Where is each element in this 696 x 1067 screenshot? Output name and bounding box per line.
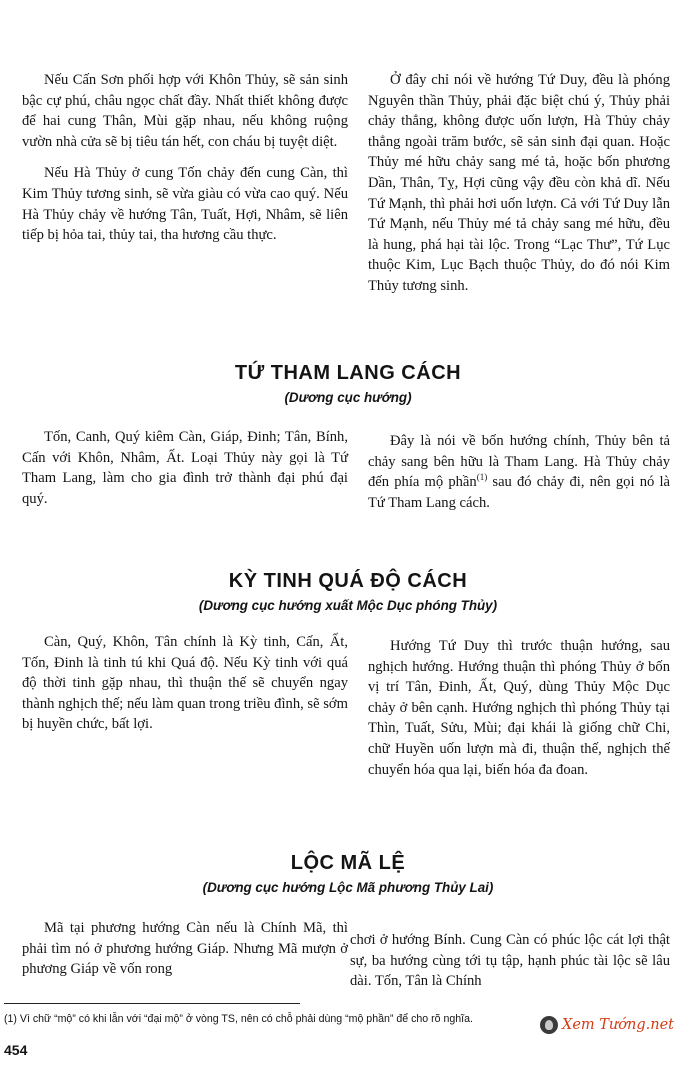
top-right-column xyxy=(368,70,670,297)
loc-ma-left-column xyxy=(22,918,348,980)
tu-tham-lang-left-column xyxy=(22,427,348,509)
tu-tham-lang-right-column xyxy=(368,431,670,513)
section-ky-tinh-header xyxy=(0,570,696,613)
top-left-paragraph-1: Nếu Cấn Sơn phối hợp với Khôn Thủy, sẽ sản sinh bậc cự phú, châu ngọc chất đầy. Nhất thiết không được để hai cung Thân, Mùi gặp nhau, nếu không ruộng vườn nhà cửa sẽ bị tiêu tán hết, con cháu bị tuyệt diệt. xyxy=(22,72,348,150)
section-subtitle: (Dương cục hướng) xyxy=(284,390,412,405)
section-title: TỨ THAM LANG CÁCH xyxy=(234,362,462,384)
watermark-logo-icon xyxy=(540,1016,558,1034)
ky-tinh-right-paragraph: Hướng Tứ Duy thì trước thuận hướng, sau nghịch hướng. Hướng thuận thì phóng Thủy ở bốn vị trí Tân, Đinh, Ất, Quý, dùng Thủy Mộc Dục chảy ở bên cạnh. Hướng nghịch thì phóng Thủy tại Thìn, Tuất, Sửu, Mùi; đại khái là giống chữ Chi, chữ Huyền uốn lượn mà đi, thuận thế, nghịch thế chuyển hóa qua lại, biến hóa đa đoan. xyxy=(368,638,670,778)
section-tu-tham-lang-header xyxy=(0,362,696,405)
watermark-text: Xem Tướng.net xyxy=(562,1017,674,1033)
section-loc-ma-header xyxy=(0,852,696,895)
footnote-divider xyxy=(4,1003,300,1004)
ky-tinh-left-paragraph: Càn, Quý, Khôn, Tân chính là Kỳ tinh, Cấn, Ất, Tốn, Đinh là tinh tú khi Quá độ. Nếu Kỳ tinh với quá độ thời tinh gặp nhau, thì thuận thế sẽ chuyển ngay thành nghịch thế; nếu làm quan trong triều đình, sẽ sớm bị huyền chức, bất lợi. xyxy=(22,634,348,733)
tu-tham-lang-left-paragraph: Tốn, Canh, Quý kiêm Càn, Giáp, Đinh; Tân, Bính, Cấn với Khôn, Nhâm, Ất. Loại Thủy này gọi là Tứ Tham Lang, làm cho gia đình trở thành đại phú đại quý. xyxy=(22,429,348,507)
section-title: LỘC MÃ LỆ xyxy=(290,852,406,874)
section-subtitle: (Dương cục hướng xuất Mộc Dục phóng Thủy) xyxy=(198,598,498,613)
loc-ma-right-column xyxy=(350,930,670,992)
watermark xyxy=(540,1016,674,1034)
top-right-paragraph-1: Ở đây chỉ nói về hướng Tứ Duy, đều là phóng Nguyên thần Thủy, phải đặc biệt chú ý, Thủy phải chảy thẳng, không được uốn lượn, Hà Thủy chảy thẳng ngoài trăm bước, sẽ sản sinh đại quan. Hoặc Thủy mé hữu chảy sang mé tả, hoặc bốn phương Dần, Thân, Tỵ, Hợi cũng vậy đều còn khả dĩ. Nếu Tứ Mạnh, thì phải hơi uốn lượn. Cả với Tứ Duy lẫn Tứ Mạnh, nếu Thủy mé tả chảy sang mé hữu, đều là hung, phá hại tài lộc. Trong “Lạc Thư”, Tứ Lục thuộc Kim, Lục Bạch thuộc Thủy, do đó nói Kim Thủy tương sinh. xyxy=(368,72,670,294)
ky-tinh-left-column xyxy=(22,632,348,735)
ky-tinh-right-column xyxy=(368,636,670,780)
footnote-reference: (1) xyxy=(476,472,488,483)
loc-ma-left-paragraph: Mã tại phương hướng Càn nếu là Chính Mã, thì phải tìm nó ở phương hướng Giáp. Nhưng Mã mượn ở phương Giáp về vốn rong xyxy=(22,920,348,978)
top-left-column xyxy=(22,70,348,246)
footnote: (1) Vì chữ “mộ” có khi lẫn với “đại mộ” ở vòng TS, nên có chỗ phải dùng “mộ phần” để cho rõ nghĩa. xyxy=(4,1013,473,1025)
loc-ma-right-paragraph: chơi ở hướng Bính. Cung Càn có phúc lộc cát lợi thật sự, ba hướng cùng tới tụ tập, hạnh phúc tài lộc sẽ lâu dài. Tốn, Tân là Chính xyxy=(350,932,670,990)
page-number: 454 xyxy=(4,1042,28,1058)
top-left-paragraph-2: Nếu Hà Thủy ở cung Tốn chảy đến cung Càn, thì Kim Thủy tương sinh, sẽ vừa giàu có vừa cao quý. Nếu Hà Thủy chảy về hướng Tân, Tuất, Hợi, Nhâm, sẽ liên tiếp bị hỏa tai, thủy tai, tha hương cầu thực. xyxy=(22,165,348,244)
tu-tham-lang-right-paragraph: Đây là nói về bốn hướng chính, Thủy bên tả chảy sang bên hữu là Tham Lang. Hà Thủy chảy đến phía mộ phần$^{(1)}$ sau đó chảy đi, nên gọi nó là Tứ Tham Lang cách. xyxy=(368,433,670,511)
section-subtitle: (Dương cục hướng Lộc Mã phương Thủy Lai) xyxy=(202,880,494,895)
section-title: KỲ TINH QUÁ ĐỘ CÁCH xyxy=(228,570,468,592)
